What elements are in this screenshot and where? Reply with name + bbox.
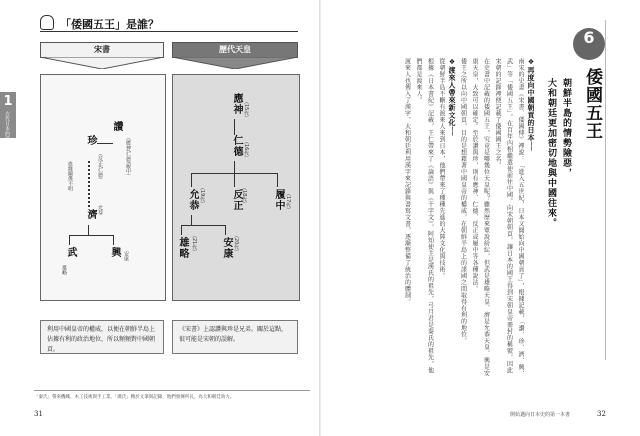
down-arrow-icon bbox=[172, 57, 298, 69]
children-link bbox=[181, 225, 225, 226]
paragraph: 從朝鮮半島不斷有渡來人來到日本，他們帶來了種種先進的大陸文化與技術。 bbox=[438, 58, 445, 279]
tree-node-ingyo: 允恭 bbox=[187, 189, 198, 211]
note-right: 《宋書》上認讚與珍是兄弟。關於這點，很可能是宋朝的誤解。 bbox=[172, 320, 298, 354]
note-left: 利用中國皇帝的權威，以便在朝鮮半島上佔據有利的政治地位，所以頻頻對中國朝貢。 bbox=[40, 320, 164, 354]
paragraph: 倭王之所以向中國朝貢，目的是想藉著中國皇帝的權威，在朝鮮半島上的諸國之間取得有利的地位。 bbox=[459, 58, 467, 344]
songshu-tree-panel bbox=[40, 74, 166, 301]
tree-node-zan: 讚 bbox=[111, 121, 122, 132]
child-link bbox=[181, 225, 182, 235]
tree-node-ojin: 應神 bbox=[231, 93, 242, 115]
section-number-badge: 6 bbox=[573, 28, 605, 60]
tree-gen-nintoku: （16代） bbox=[243, 139, 249, 161]
songshu-header-label: 宋書 bbox=[40, 42, 164, 58]
tree-note-zhen: （反正/仁德） bbox=[97, 151, 103, 183]
title-rule bbox=[40, 31, 298, 32]
tree-gen-ojin: （15代） bbox=[243, 99, 249, 121]
chapter-number: 1 bbox=[3, 94, 13, 109]
songshu-header bbox=[40, 40, 164, 70]
child-link bbox=[191, 173, 192, 187]
unknown-lineage-dots bbox=[88, 161, 90, 207]
mascot-icon bbox=[40, 15, 54, 30]
subheading-2: ❖渡來人帶來新文化── bbox=[448, 58, 456, 136]
tree-node-zhen: 珍 bbox=[85, 135, 96, 146]
running-title: 開始邁向日本史的第一本書 bbox=[510, 412, 571, 418]
tree-gen-ingyo: （19代） bbox=[199, 185, 205, 207]
children-link bbox=[69, 235, 113, 236]
page-number-left: 31 bbox=[34, 410, 43, 418]
parent-link bbox=[191, 215, 192, 225]
child-link bbox=[234, 173, 235, 187]
tree-node-wu: 武 bbox=[65, 247, 76, 258]
parent-link bbox=[88, 225, 89, 235]
book-spine bbox=[319, 0, 321, 436]
tree-note-unknown: 血緣關係不明 bbox=[67, 161, 73, 191]
tree-gen-anko: （20代） bbox=[233, 233, 239, 255]
tree-node-yuryaku: 雄略 bbox=[177, 237, 188, 259]
child-link bbox=[225, 225, 226, 235]
tree-node-hanzei: 反正 bbox=[231, 189, 242, 211]
tree-node-nintoku: 仁德 bbox=[231, 135, 242, 157]
body-text bbox=[338, 58, 536, 378]
question-title-text: 「倭國五王」是誰？ bbox=[60, 18, 159, 31]
tree-gen-yuryaku: （21代） bbox=[191, 233, 197, 255]
parent-link bbox=[234, 161, 235, 173]
tree-node-ji: 濟 bbox=[85, 209, 96, 220]
tree-note-wu: 雄略 bbox=[61, 265, 67, 275]
chapter-tab-text: 古代日本的誕生 bbox=[4, 111, 10, 146]
tree-note-xing: 安康 bbox=[123, 251, 129, 261]
tree-node-xing: 興 bbox=[109, 247, 120, 258]
paragraph: 根據《日本書紀》記載，王仁帶來了《論語》與《千字文》，阿知使主是漢氏的祖先，弓月君是秦氏的祖先，他們都是渡來人。 bbox=[415, 58, 434, 374]
child-link bbox=[277, 173, 278, 187]
tree-gen-hanzei: （18代） bbox=[241, 185, 247, 207]
tree-note-ji: 允恭 bbox=[97, 205, 103, 215]
footnote: 「秦氏」帶來機織、木工技術與手工業、「漢氏」精於文筆與記錄，他們發揮所長，為大和朝廷效力。 bbox=[34, 395, 235, 400]
tree-gen-richu: （17代） bbox=[285, 191, 291, 213]
paragraph: 渡來人也傳入了漢字，大和朝廷利用漢字來記錄與書寫文書，逐漸整備了統治的體制。 bbox=[403, 58, 411, 305]
parent-link bbox=[234, 119, 235, 135]
emperor-tree-panel bbox=[172, 74, 300, 301]
page-number-right: 32 bbox=[597, 410, 606, 418]
subheading-1: ❖再度向中國朝貢的日本── bbox=[527, 58, 535, 151]
sibling-link bbox=[97, 143, 113, 144]
lead-line-1: 朝鮮半島的情勢險惡， bbox=[561, 78, 571, 178]
child-link bbox=[69, 235, 70, 245]
tree-node-anko: 安康 bbox=[221, 237, 232, 259]
question-title bbox=[40, 15, 159, 32]
footnote-rule bbox=[34, 390, 310, 391]
chapter-side-tab bbox=[0, 92, 16, 146]
child-link bbox=[113, 235, 114, 245]
section-title: 倭國五王 bbox=[582, 68, 602, 140]
tree-node-richu: 履中 bbox=[273, 189, 284, 211]
lineage-header-label: 歷代天皇 bbox=[172, 42, 298, 58]
paragraph: 在史書中記載的倭國五王，究竟是哪幾位天皇呢？雖然歷來眾說紛紜，但武是雄略天皇、濟是允恭天皇、興是安康天皇，大致可以確定。至於讚與珍，則有應神、仁德、反正或履中等各種說法。 bbox=[471, 58, 490, 377]
section-tab-rule bbox=[605, 20, 610, 360]
lead-line-2: 大和朝廷更加密切地與中國往來。 bbox=[546, 78, 556, 228]
paragraph: 南宋的史書《宋書．倭國傳》裡說：「進入五世紀，日本又開始向中國朝貢了」，根據記載，「讚、珍、濟、興、武」等「倭國五王」，在百年內相繼遣使前往中國。向宋朝朝貢，讓日本的國王得到宋朝皇帝冊封的稱號，因此宋朝的記錄裡便記載了倭國國王之名。 bbox=[494, 58, 524, 377]
lineage-header bbox=[172, 40, 298, 70]
down-arrow-icon bbox=[40, 57, 164, 69]
tree-note-zan: （應神/仁德/履中） bbox=[125, 135, 131, 179]
